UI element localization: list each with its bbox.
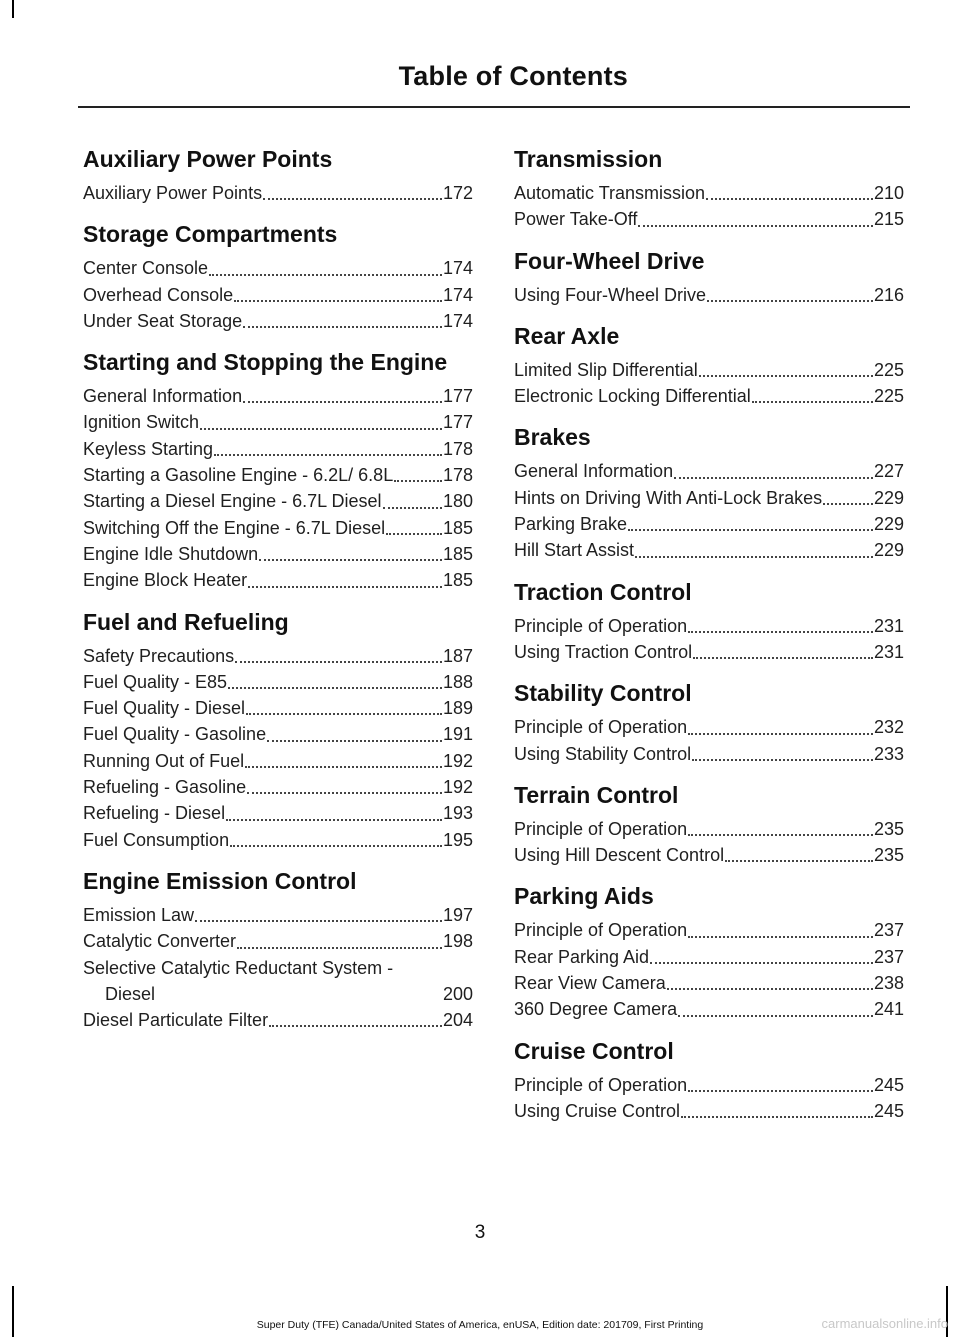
- toc-entry[interactable]: [83, 721, 473, 747]
- toc-entry[interactable]: [514, 537, 904, 563]
- section-title: Parking Aids: [514, 883, 654, 910]
- toc-section: [514, 249, 904, 308]
- entry-page-number: 231: [873, 641, 904, 662]
- section-title: Traction Control: [514, 578, 692, 605]
- toc-section: [83, 350, 473, 593]
- dot-leader: [667, 980, 873, 990]
- toc-entry[interactable]: [514, 383, 904, 409]
- entry-page-number: 198: [442, 931, 473, 952]
- page-title: Table of Contents: [398, 61, 628, 91]
- toc-entry[interactable]: [514, 282, 904, 308]
- entry-page-number: 195: [442, 829, 473, 850]
- dot-leader: [228, 679, 442, 689]
- toc-entry[interactable]: [83, 436, 473, 462]
- toc-entry[interactable]: [514, 180, 904, 206]
- entry-page-number: 215: [873, 209, 904, 230]
- entry-text: Fuel Quality - Gasoline: [83, 724, 267, 745]
- toc-entry[interactable]: [514, 816, 904, 842]
- entry-page-number: 185: [442, 543, 473, 564]
- dot-leader: [259, 551, 442, 561]
- entry-text: Selective Catalytic Reductant System - Diesel: [83, 957, 394, 1004]
- dot-leader: [243, 318, 442, 328]
- entry-text: Ignition Switch: [83, 412, 200, 433]
- entry-page-number: 191: [442, 724, 473, 745]
- entry-text: Rear View Camera: [514, 973, 666, 994]
- dot-leader: [226, 811, 442, 821]
- entry-text: Running Out of Fuel: [83, 750, 245, 771]
- dot-leader: [681, 1108, 873, 1118]
- entry-page-number: 241: [873, 999, 904, 1020]
- entry-page-number: 229: [873, 540, 904, 561]
- entry-text: Principle of Operation: [514, 1074, 688, 1095]
- entry-page-number: 231: [873, 615, 904, 636]
- entry-text: Fuel Quality - Diesel: [83, 698, 246, 719]
- toc-entry[interactable]: [83, 409, 473, 435]
- toc-entry[interactable]: [83, 488, 473, 514]
- entry-text: Diesel Particulate Filter: [83, 1010, 269, 1031]
- dot-leader: [247, 784, 442, 794]
- entry-text: Using Hill Descent Control: [514, 845, 725, 866]
- entry-page-number: 174: [442, 310, 473, 331]
- toc-section: [514, 681, 904, 767]
- toc-entry[interactable]: [514, 714, 904, 740]
- entry-page-number: 245: [873, 1074, 904, 1095]
- entry-page-number: 185: [442, 570, 473, 591]
- toc-section: [514, 580, 904, 666]
- entry-page-number: 174: [442, 284, 473, 305]
- dot-leader: [394, 472, 442, 482]
- entry-text: Electronic Locking Differential: [514, 386, 751, 407]
- entry-page-number: 204: [442, 1010, 473, 1031]
- toc-entry[interactable]: [514, 741, 904, 767]
- entry-page-number: 193: [442, 803, 473, 824]
- entry-page-number: 237: [873, 946, 904, 967]
- toc-entry[interactable]: [514, 357, 904, 383]
- dot-leader: [237, 939, 442, 949]
- toc-entry[interactable]: [514, 1098, 904, 1124]
- toc-entry[interactable]: [514, 842, 904, 868]
- entry-text: Overhead Console: [83, 284, 234, 305]
- entry-page-number: 229: [873, 487, 904, 508]
- toc-entry[interactable]: [83, 515, 473, 541]
- dot-leader: [707, 292, 873, 302]
- section-title: Rear Axle: [514, 322, 620, 349]
- dot-leader: [209, 266, 442, 276]
- dot-leader: [688, 1082, 873, 1092]
- entry-text: Center Console: [83, 258, 209, 279]
- entry-page-number: 172: [442, 183, 473, 203]
- entry-page-number: 245: [873, 1100, 904, 1121]
- section-title: Storage Compartments: [83, 221, 338, 248]
- toc-entry[interactable]: [514, 206, 904, 232]
- section-title: Stability Control: [514, 680, 692, 707]
- entry-text: Using Four-Wheel Drive: [514, 284, 707, 305]
- entry-text: Principle of Operation: [514, 920, 688, 941]
- entry-page-number: 189: [442, 698, 473, 719]
- toc-entry[interactable]: [514, 485, 904, 511]
- dot-leader: [267, 732, 442, 742]
- entry-page-number: 233: [873, 743, 904, 764]
- dot-leader: [688, 725, 873, 735]
- entry-text: General Information: [83, 386, 243, 407]
- dot-leader: [688, 928, 873, 938]
- toc-section: [514, 147, 904, 233]
- dot-leader: [693, 649, 873, 659]
- crop-mark-top-left: [12, 0, 14, 18]
- section-title: Fuel and Refueling: [83, 608, 289, 635]
- dot-leader: [214, 446, 442, 456]
- dot-leader: [195, 912, 442, 922]
- entry-text: General Information: [514, 461, 674, 482]
- toc-entry[interactable]: [514, 996, 904, 1022]
- toc-entry[interactable]: [83, 774, 473, 800]
- toc-section: [514, 324, 904, 410]
- entry-text: Switching Off the Engine - 6.7L Diesel: [83, 517, 386, 538]
- edition-footer: Super Duty (TFE) Canada/United States of America, enUSA, Edition date: 201709, First Printing: [256, 1319, 704, 1331]
- dot-leader: [235, 653, 442, 663]
- entry-text: Using Traction Control: [514, 641, 693, 662]
- toc-entry[interactable]: [83, 383, 473, 409]
- toc-entry[interactable]: [83, 180, 473, 206]
- dot-leader: [230, 837, 442, 847]
- toc-section: [514, 884, 904, 1022]
- section-title: Auxiliary Power Points: [83, 146, 333, 172]
- entry-text: Limited Slip Differential: [514, 359, 698, 380]
- toc-section: [83, 222, 473, 334]
- page-header: [78, 56, 910, 108]
- entry-text: Engine Idle Shutdown: [83, 543, 259, 564]
- entry-text: Fuel Quality - E85: [83, 671, 228, 692]
- entry-text: Keyless Starting: [83, 438, 214, 459]
- entry-text: Parking Brake: [514, 514, 628, 535]
- entry-text: Rear Parking Aid: [514, 946, 650, 967]
- watermark: carmanualsonline.info: [821, 1316, 948, 1331]
- entry-page-number: 235: [873, 845, 904, 866]
- entry-text: Hints on Driving With Anti-Lock Brakes: [514, 487, 823, 508]
- entry-page-number: 197: [442, 904, 473, 925]
- section-title: Four-Wheel Drive: [514, 247, 705, 274]
- entry-text: Auxiliary Power Points: [83, 183, 263, 203]
- dot-leader: [725, 852, 873, 862]
- toc-entry[interactable]: [514, 511, 904, 537]
- entry-page-number: 174: [442, 258, 473, 279]
- entry-text: Principle of Operation: [514, 615, 688, 636]
- toc-entry[interactable]: [83, 462, 473, 488]
- toc-entry[interactable]: [514, 944, 904, 970]
- dot-leader: [678, 1007, 873, 1017]
- dot-leader: [243, 393, 442, 403]
- toc-entry[interactable]: [514, 613, 904, 639]
- entry-page-number: 229: [873, 514, 904, 535]
- dot-leader: [245, 758, 442, 768]
- entry-page-number: 216: [873, 284, 904, 305]
- entry-text: Engine Block Heater: [83, 570, 248, 591]
- section-title: Engine Emission Control: [83, 867, 357, 894]
- toc-entry[interactable]: [83, 800, 473, 826]
- section-title: Starting and Stopping the Engine: [83, 349, 448, 376]
- toc-entry[interactable]: [83, 643, 473, 669]
- toc-entry[interactable]: [83, 827, 473, 853]
- entry-page-number: 237: [873, 920, 904, 941]
- toc-entry[interactable]: [514, 1072, 904, 1098]
- entry-text: Principle of Operation: [514, 818, 688, 839]
- entry-page-number: 225: [873, 386, 904, 407]
- dot-leader: [269, 1017, 442, 1027]
- toc-entry[interactable]: [83, 748, 473, 774]
- toc-section: [514, 783, 904, 869]
- toc-right-column: [514, 147, 904, 1140]
- entry-text: Automatic Transmission: [514, 183, 706, 203]
- entry-page-number: 178: [442, 465, 473, 486]
- toc-entry[interactable]: [83, 955, 473, 1008]
- entry-page-number: 188: [442, 671, 473, 692]
- entry-text: Catalytic Converter: [83, 931, 237, 952]
- entry-page-number: 185: [442, 517, 473, 538]
- entry-text: Starting a Gasoline Engine - 6.2L/ 6.8L: [83, 465, 394, 486]
- toc-section: [514, 1039, 904, 1125]
- entry-page-number: 187: [442, 645, 473, 666]
- dot-leader: [688, 623, 873, 633]
- toc-entry[interactable]: [83, 567, 473, 593]
- entry-page-number: 238: [873, 973, 904, 994]
- dot-leader: [635, 548, 873, 558]
- dot-leader: [248, 578, 442, 588]
- toc-entry[interactable]: [83, 282, 473, 308]
- dot-leader: [688, 826, 873, 836]
- entry-page-number: 177: [442, 386, 473, 407]
- toc-entry[interactable]: [514, 639, 904, 665]
- entry-text: Principle of Operation: [514, 717, 688, 738]
- dot-leader: [699, 367, 873, 377]
- entry-text: Hill Start Assist: [514, 540, 635, 561]
- toc-entry[interactable]: [83, 255, 473, 281]
- dot-leader: [638, 217, 873, 227]
- entry-text: Emission Law: [83, 904, 195, 925]
- entry-text: 360 Degree Camera: [514, 999, 678, 1020]
- dot-leader: [200, 420, 442, 430]
- page-number: 3: [474, 1222, 486, 1243]
- dot-leader: [823, 495, 873, 505]
- dot-leader: [263, 190, 442, 200]
- entry-page-number: 225: [873, 359, 904, 380]
- dot-leader: [650, 954, 873, 964]
- section-title: Cruise Control: [514, 1037, 674, 1064]
- entry-page-number: 192: [442, 777, 473, 798]
- entry-page-number: 180: [442, 491, 473, 512]
- entry-page-number: 200: [442, 983, 473, 1004]
- entry-text: Using Cruise Control: [514, 1100, 681, 1121]
- entry-text: Power Take-Off: [514, 209, 638, 230]
- toc-entry[interactable]: [83, 308, 473, 334]
- dot-leader: [383, 499, 442, 509]
- entry-text: Safety Precautions: [83, 645, 235, 666]
- toc-section: [514, 425, 904, 563]
- entry-text: Under Seat Storage: [83, 310, 243, 331]
- toc-entry[interactable]: [514, 970, 904, 996]
- dot-leader: [674, 469, 873, 479]
- toc-section: [83, 869, 473, 1033]
- entry-text: Using Stability Control: [514, 743, 692, 764]
- toc-entry[interactable]: [83, 928, 473, 954]
- entry-text: Fuel Consumption: [83, 829, 230, 850]
- section-title: Terrain Control: [514, 781, 679, 808]
- dot-leader: [706, 190, 873, 200]
- entry-text: Refueling - Diesel: [83, 803, 226, 824]
- entry-page-number: 227: [873, 461, 904, 482]
- entry-page-number: 210: [873, 183, 904, 203]
- toc-entry[interactable]: [514, 917, 904, 943]
- entry-page-number: 178: [442, 438, 473, 459]
- toc-entry[interactable]: [514, 458, 904, 484]
- section-title: Transmission: [514, 146, 663, 172]
- dot-leader: [386, 525, 442, 535]
- toc-entry[interactable]: [83, 902, 473, 928]
- toc-entry[interactable]: [83, 695, 473, 721]
- toc-entry[interactable]: [83, 669, 473, 695]
- entry-page-number: 235: [873, 818, 904, 839]
- dot-leader: [234, 292, 442, 302]
- toc-section: [83, 610, 473, 853]
- toc-entry[interactable]: [83, 1007, 473, 1033]
- dot-leader: [246, 705, 442, 715]
- dot-leader: [692, 751, 873, 761]
- entry-text: Starting a Diesel Engine - 6.7L Diesel: [83, 491, 382, 512]
- toc-entry[interactable]: [83, 541, 473, 567]
- entry-page-number: 177: [442, 412, 473, 433]
- section-title: Brakes: [514, 424, 591, 451]
- entry-text: Refueling - Gasoline: [83, 777, 247, 798]
- entry-page-number: 192: [442, 750, 473, 771]
- dot-leader: [628, 521, 873, 531]
- toc-left-column: [83, 147, 473, 1049]
- dot-leader: [752, 393, 873, 403]
- entry-page-number: 232: [873, 717, 904, 738]
- toc-section: [83, 147, 473, 206]
